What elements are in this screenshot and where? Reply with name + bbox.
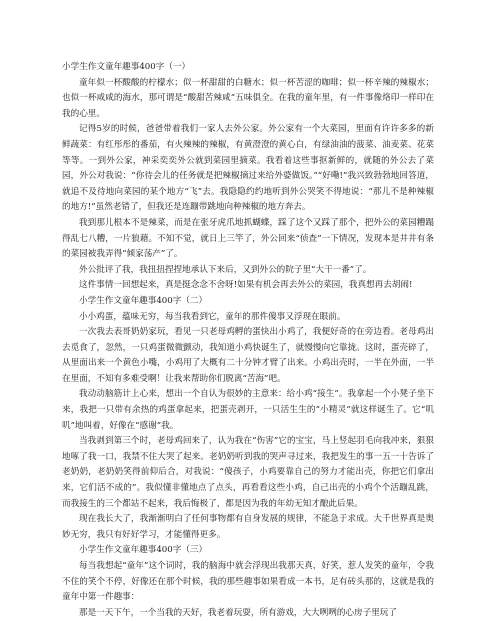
section-heading: 小学生作文童年趣事400字（二） [79,295,208,306]
paragraph: 一次我去表哥奶奶家玩，看见一只老母鸡孵的蛋快出小鸡了，我便好奇的在旁边看。老母鸡出去觅食了，忽然，一只鸡蛋微微颤动，我知道小鸡快诞生了，就慢慢向它靠拢。这时，蛋壳碎了，从里面出来一个黄色小嘴，小鸡用了大概有二十分钟才臂了出来。小鸡出壳时，一半在外面，一半在里面，不知有多难受啊！让我来帮助你们脱离“苦海”吧。 [62,327,434,384]
paragraph: 童年似一杯酸酸的柠檬水；似一杯甜甜的白糖水；似一杯苦涩的咖啡；似一杯辛辣的辣椒水；也似一杯咸咸的海水，那可谓是“酸甜苦辣咸”五味俱全。在我的童年里，有一件事像烙印一样印在我的心里。 [62,77,434,119]
paragraph: 现在我长大了，我渐渐明白了任何事物都有自身发展的规律，不能急于求成。大千世界真是奥妙无穷，我只有好好学习，才能懂得更多。 [62,514,434,540]
paragraph: 小小鸡蛋，蕴味无穷，每当我看到它，童年的那件傻事又浮现在眼前。 [79,311,346,322]
paragraph: 当我剥到第三个时，老母鸡回来了，认为我在“伤害”它的宝宝，马上竖起羽毛向我冲来，狠狠地啄了我一口，我禁不住大哭了起来。老奶奶听到我的哭声寻过来，我把发生的事一五一十告诉了老奶奶，老奶奶笑得前仰后合，对我说：“傻孩子，小鸡要靠自己的努力才能出壳，你把它们拿出来，它们活不成的”。我似懂非懂地点了点头，再看看这些小鸡，自己出壳的小鸡个个活蹦乱跳，而我接生的三个都站不起来，我后悔极了，都是因为我的年幼无知才酿此后果。 [62,436,434,509]
paragraph: 每当我想起“童年”这个词时，我的脑海中就会浮现出我那天真，好笑，惹人发笑的童年，令我不住的笑个不停，好像还在那个时候，我的那些趣事如果看成一本书，足有砖头那的，这就是我的童年中第一件趣事： [62,561,434,603]
document-body [62,60,434,621]
paragraph: 我动动脑筋计上心来，想出一个自认为很妙的主意来：给小鸡“接生”。我拿起一个小凳子坐下来，我把一只带有余热的鸡蛋拿起来，把蛋壳剥开，一只活生生的“小精灵”就这样诞生了。它“叽叽”地叫着，好像在“感谢”我。 [62,389,434,431]
paragraph: 那是一天下午，一个当我的天好，我老着玩耍，所有游戏，大大咧咧的心房子里玩了 [79,607,397,618]
paragraph: 这件事情一回想起来，真是挺念念不舍呀!如果有机会再去外公的菜园，我真想再去胡闹! [79,280,413,291]
paragraph: 外公批评了我，我扭扭捏捏地承认下来后，又到外公的院子里“大干一番”了。 [79,264,372,275]
section-heading: 小学生作文童年趣事400字（一） [62,62,191,72]
section-heading: 小学生作文童年趣事400字（三） [79,545,208,556]
paragraph: 记得5岁的时候，爸爸带着我们一家人去外公家。外公家有一个大菜园，里面有许许多多的新鲜蔬菜：有红彤彤的番茄，有火辣辣的辣椒，有黄澄澄的黄心白，有绿油油的菠菜、油麦菜、花菜等等。一到外公家，神采奕奕外公就到菜园里摘菜。我看着这些事抠新鲜的，就随的外公去了菜园，外公对我说：“你待会儿的任务就是把辣椒摘过来给外婆做饭。”“好嘞!”我兴致勃勃地回答道，就追不及待地向菜园的某个地方“飞”去。我隐隐约约地听到外公哭笑不得地说：“那儿不是种辣椒的地方!”虽然老错了，但我还是连蹦带跳地向种辣椒的地方奔去。 [62,124,434,213]
paragraph: 我到那儿根本不是辣菜，而是在张牙虎爪地抓蝴蝶，踩了这个又踩了那个，把外公的菜园糟蹋得乱七八糟，一片狼藉。不知不觉，就日上三竿了，外公回来“侦查”一下情况，发现本是井井有条的菜园被我弄得“倾家荡产”了。 [62,217,434,260]
